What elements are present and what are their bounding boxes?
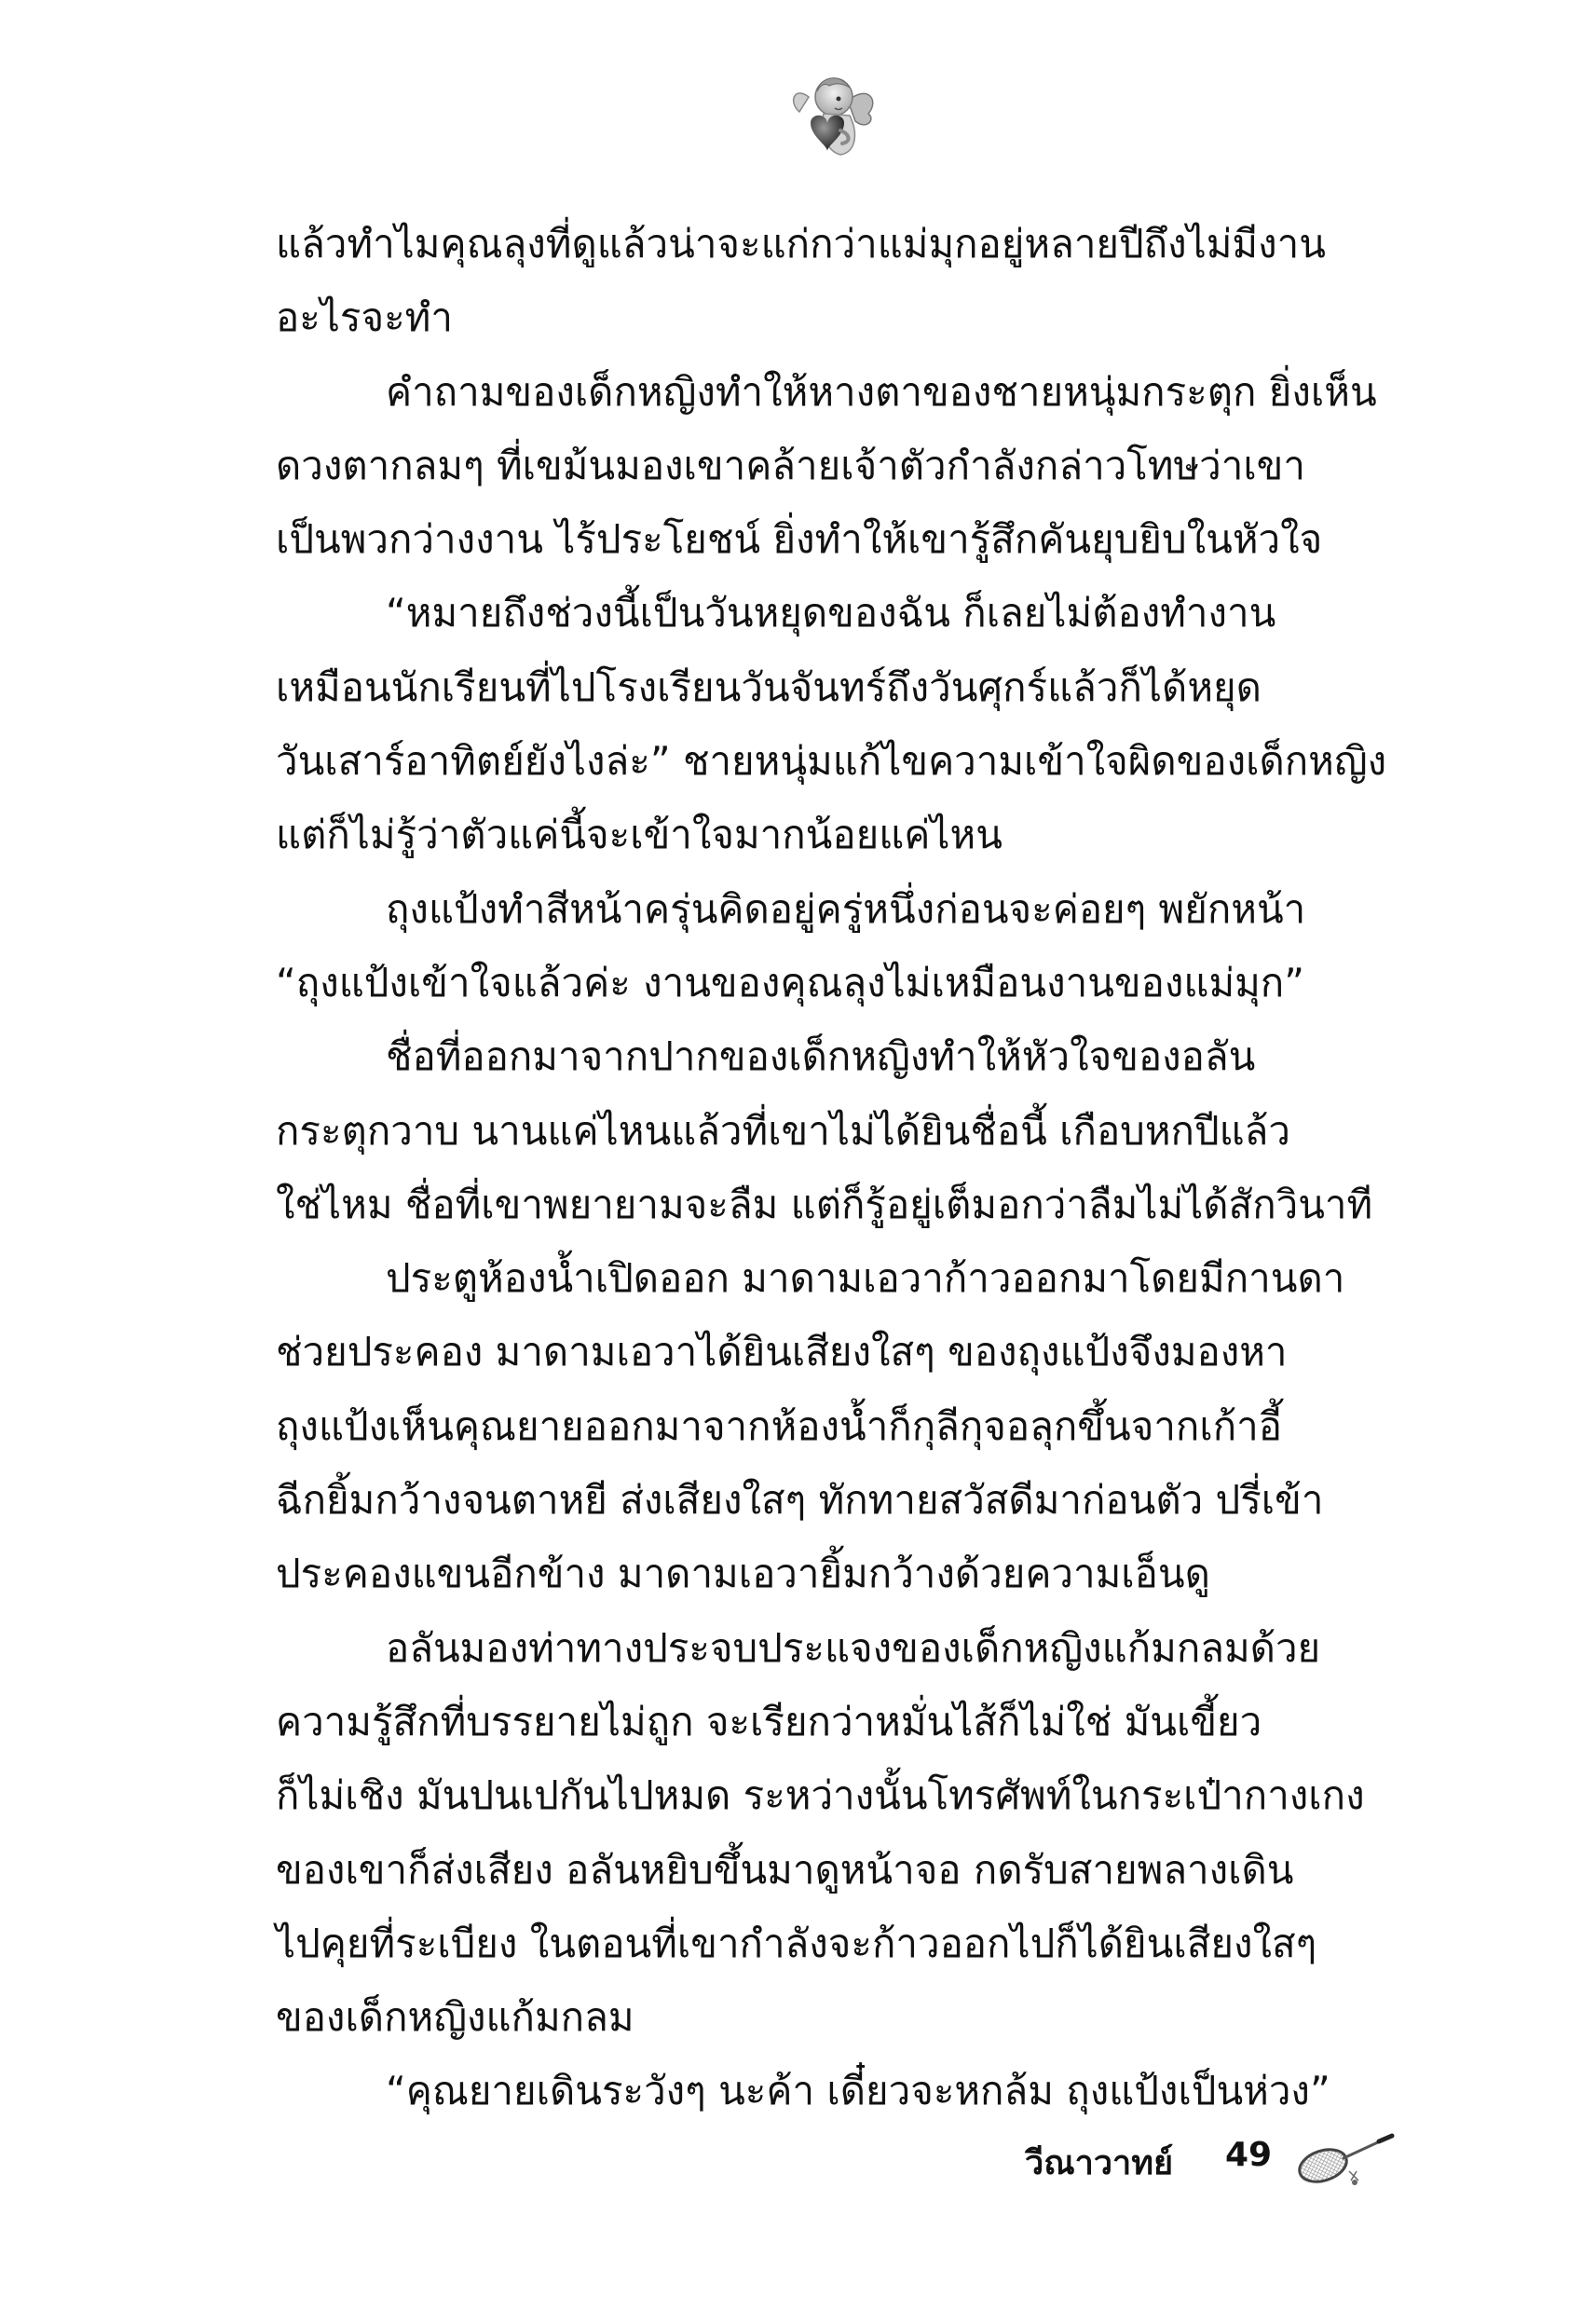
text-line-content: เหมือนนักเรียนที่ไปโรงเรียนวันจันทร์ถึงวันศุกร์แล้วก็ได้หยุด [276, 663, 1262, 710]
text-line [276, 650, 1412, 724]
text-line-content: วันเสาร์อาทิตย์ยังไงล่ะ” ชายหนุ่มแก้ไขความเข้าใจผิดของเด็กหญิง [276, 738, 1387, 785]
paragraph-start-line [276, 576, 1412, 650]
text-line [276, 280, 1412, 354]
text-line-content: แต่ก็ไม่รู้ว่าตัวแค่นี้จะเข้าใจมากน้อยแค่ไหน [276, 812, 1003, 858]
text-line-content: ประตูห้องน้ำเปิดออก มาดามเอวาก้าวออกมาโดยมีกานดา [386, 1255, 1345, 1302]
text-line [276, 724, 1412, 798]
text-line-content: อะไรจะทำ [276, 294, 453, 341]
text-line [276, 1094, 1412, 1168]
text-line [276, 1907, 1412, 1980]
paragraph-start-line [276, 872, 1412, 946]
text-line-content: ใช่ไหม ชื่อที่เขาพยายามจะลืม แต่ก็รู้อยู่เต็มอกว่าลืมไม่ได้สักวินาที [276, 1181, 1373, 1227]
text-line-content: ของเขาก็ส่งเสียง อลันหยิบขึ้นมาดูหน้าจอ กดรับสายพลางเดิน [276, 1846, 1294, 1893]
text-line-content: ช่วยประคอง มาดามเอวาได้ยินเสียงใสๆ ของถุงแป้งจึงมองหา [276, 1329, 1288, 1375]
text-line [276, 798, 1412, 871]
text-line-content: กระตุกวาบ นานแค่ไหนแล้วที่เขาไม่ได้ยินชื่อนี้ เกือบหกปีแล้ว [276, 1107, 1291, 1154]
paragraph-start-line [276, 355, 1412, 429]
text-line-content: ฉีกยิ้มกว้างจนตาหยี ส่งเสียงใสๆ ทักทายสวัสดีมาก่อนตัว ปรี่เข้า [276, 1477, 1324, 1524]
text-line-content: “หมายถึงช่วงนี้เป็นวันหยุดของฉัน ก็เลยไม่ต้องทำงาน [386, 590, 1276, 636]
cherub-heart-icon [783, 65, 885, 168]
text-line [276, 1537, 1412, 1610]
text-line-content: ชื่อที่ออกมาจากปากของเด็กหญิงทำให้หัวใจของอลัน [386, 1033, 1256, 1080]
text-line [276, 1463, 1412, 1537]
text-line-content: เป็นพวกว่างงาน ไร้ประโยชน์ ยิ่งทำให้เขารู้สึกคันยุบยิบในหัวใจ [276, 516, 1323, 563]
text-line [276, 946, 1412, 1019]
paragraph-start-line [276, 1019, 1412, 1093]
text-line [276, 1833, 1412, 1907]
text-line-content: ประคองแขนอีกข้าง มาดามเอวายิ้มกว้างด้วยความเอ็นดู [276, 1551, 1210, 1597]
paragraph-start-line [276, 1611, 1412, 1685]
paragraph-start-line [276, 2054, 1412, 2127]
text-line [276, 1315, 1412, 1388]
text-line [276, 1389, 1412, 1463]
text-line [276, 1980, 1412, 2054]
text-line-content: ก็ไม่เชิง มันปนเปกันไปหมด ระหว่างนั้นโทรศัพท์ในกระเป๋ากางเกง [276, 1772, 1365, 1819]
badminton-racket-icon [1295, 2126, 1398, 2192]
text-line [276, 429, 1412, 502]
text-line-content: “คุณยายเดินระวังๆ นะค้า เดี๋ยวจะหกล้ม ถุงแป้งเป็นห่วง” [386, 2068, 1330, 2114]
text-line [276, 1685, 1412, 1758]
text-line [276, 502, 1412, 576]
text-line [276, 1758, 1412, 1832]
text-line-content: ถุงแป้งเห็นคุณยายออกมาจากห้องน้ำก็กุลีกุจอลุกขึ้นจากเก้าอี้ [276, 1402, 1282, 1449]
text-line-content: ไปคุยที่ระเบียง ในตอนที่เขากำลังจะก้าวออกไปก็ได้ยินเสียงใสๆ [276, 1920, 1317, 1966]
page-body [276, 207, 1412, 2128]
page-footer [1025, 2126, 1398, 2201]
text-line-content: ดวงตากลมๆ ที่เขม้นมองเขาคล้ายเจ้าตัวกำลังกล่าวโทษว่าเขา [276, 442, 1305, 488]
text-line-content: แล้วทำไมคุณลุงที่ดูแล้วน่าจะแก่กว่าแม่มุกอยู่หลายปีถึงไม่มีงาน [276, 221, 1326, 267]
text-line-content: อลันมองท่าทางประจบประแจงของเด็กหญิงแก้มกลมด้วย [386, 1624, 1321, 1671]
paragraph-start-line [276, 1241, 1412, 1315]
text-line-content: “ถุงแป้งเข้าใจแล้วค่ะ งานของคุณลุงไม่เหมือนงานของแม่มุก” [276, 959, 1304, 1005]
text-line-content: คำถามของเด็กหญิงทำให้หางตาของชายหนุ่มกระตุก ยิ่งเห็น [386, 368, 1377, 415]
text-line-content: ของเด็กหญิงแก้มกลม [276, 1994, 634, 2041]
book-title: วีณาวาทย์ [1025, 2144, 1174, 2182]
text-line [276, 207, 1412, 280]
text-line-content: ความรู้สึกที่บรรยายไม่ถูก จะเรียกว่าหมั่นไส้ก็ไม่ใช่ มันเขี้ยว [276, 1698, 1262, 1744]
page-number: 49 [1225, 2136, 1273, 2174]
text-line-content: ถุงแป้งทำสีหน้าครุ่นคิดอยู่ครู่หนึ่งก่อนจะค่อยๆ พยักหน้า [386, 885, 1306, 932]
text-line [276, 1168, 1412, 1241]
